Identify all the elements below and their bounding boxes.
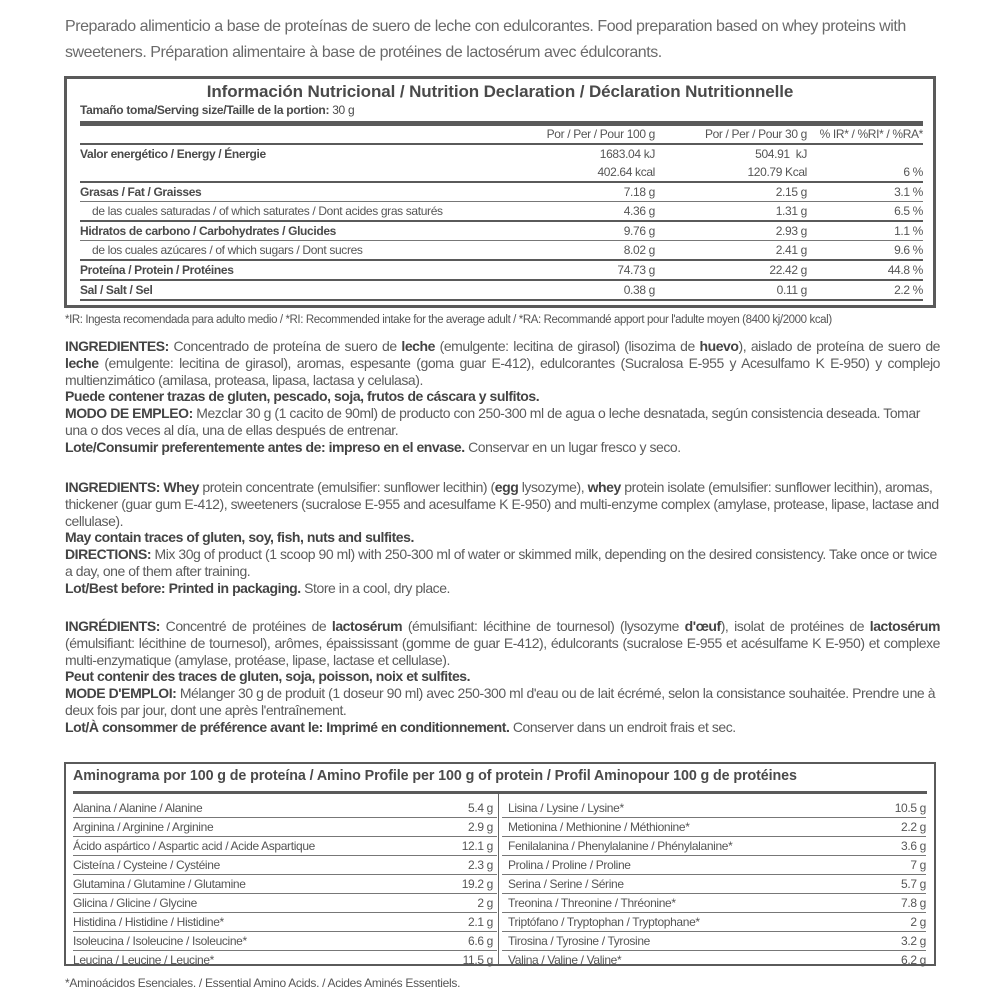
allergen-egg: d'œuf <box>684 618 721 634</box>
amino-name: Cisteína / Cysteine / Cystéine <box>73 858 220 872</box>
amino-value: 2.1 g <box>468 915 493 929</box>
nutrient-label: Hidratos de carbono / Carbohydrates / Glucides <box>80 221 515 241</box>
list-item <box>73 932 497 951</box>
nutrient-label: Grasas / Fat / Graisses <box>80 182 515 202</box>
directions-label: DIRECTIONS: <box>65 546 152 563</box>
lot-label: Lote/Consumir preferentemente antes de: impreso en el envase. <box>65 438 465 455</box>
value-per-100g: 8.02 g <box>515 241 655 261</box>
lot-label: Lot/À consommer de préférence avant le: Imprimé en conditionnement. <box>65 718 510 735</box>
value-per-30g: 0.11 g <box>655 280 807 300</box>
amino-name: Ácido aspártico / Aspartic acid / Acide Aspartique <box>73 839 315 853</box>
amino-list-left <box>73 799 497 969</box>
value-ri: 2.2 % <box>807 280 923 300</box>
value-per-100g: 0.38 g <box>515 280 655 300</box>
value-ri: 44.8 % <box>807 260 923 280</box>
table-row-energy-kcal <box>80 163 923 182</box>
french-directions <box>65 685 940 719</box>
spanish-ingredients <box>65 338 940 388</box>
list-item <box>502 818 926 837</box>
value-per-30g: 504.91 kJ <box>755 146 807 161</box>
spanish-directions <box>65 405 940 439</box>
ingredients-text: lysozyme), <box>518 479 588 495</box>
nutrient-label <box>80 163 515 182</box>
ingredients-label: INGRÉDIENTS: <box>65 618 160 634</box>
amino-value: 19.2 g <box>461 877 493 891</box>
english-section <box>65 479 940 597</box>
french-ingredients <box>65 618 940 668</box>
table-row-energy-kj <box>80 144 923 163</box>
allergen-egg: egg <box>494 479 519 495</box>
header-per-100g: Por / Per / Pour 100 g <box>515 124 655 145</box>
list-item <box>73 951 497 969</box>
serving-size-value: 30 g <box>332 103 355 117</box>
amino-value: 3.6 g <box>901 839 926 853</box>
list-item <box>73 799 497 818</box>
amino-value: 12.1 g <box>461 839 493 853</box>
storage-text: Store in a cool, dry place. <box>300 579 450 596</box>
essential-amino-footnote: *Aminoácidos Esenciales. / Essential Amino Acids. / Acides Aminés Essentiels. <box>65 976 461 990</box>
value-ri: 9.6 % <box>807 241 923 261</box>
value-ri: 6.5 % <box>807 202 923 222</box>
amino-value: 7.8 g <box>901 896 926 910</box>
list-item <box>502 932 926 951</box>
amino-name: Alanina / Alanine / Alanine <box>73 801 203 815</box>
allergen-milk: lactosérum <box>331 618 403 634</box>
list-item <box>502 894 926 913</box>
ingredients-text: protein concentrate (emulsifier: sunflower lecithin) ( <box>198 479 495 495</box>
amino-value: 2.9 g <box>468 820 493 834</box>
reference-intake-footnote: *IR: Ingesta recomendada para adulto medio / *RI: Recommended intake for the average adult / *RA: Recommandé apport pour l'adulte moyen (8400 kj/2000 kcal) <box>65 314 832 326</box>
list-item <box>502 837 926 856</box>
table-row-protein <box>80 260 923 280</box>
french-section <box>65 618 940 736</box>
table-row-salt <box>80 280 923 300</box>
amino-profile-panel <box>64 762 936 966</box>
amino-profile-title: Aminograma por 100 g de proteína / Amino Profile per 100 g of protein / Profil Aminopour 100 g de protéines <box>73 768 797 784</box>
allergen-milk: leche <box>401 338 435 354</box>
title-divider <box>73 791 927 794</box>
ingredients-text: Concentré de protéines de <box>159 618 332 634</box>
value-per-30g: 120.79 Kcal <box>747 164 807 179</box>
nutrient-label: de los cuales azúcares / of which sugars / Dont sucres <box>80 241 515 261</box>
amino-name: Tirosina / Tyrosine / Tyrosine <box>508 934 651 948</box>
ingredients-text: (émulsifiant: lécithine de tournesol) (lysozyme <box>402 618 685 634</box>
value-ri: 3.1 % <box>807 182 923 202</box>
ingredients-text: protein isolate (emulsifier: sunflower lecithin), aromas, thickener (guar gum E-412), sweeteners (sucralose E-955 and acesulfame K E-950) and multi-enzyme complex (amylase, protease, lipase, lactase and cellulase). <box>65 479 939 529</box>
ingredients-text: Concentrado de proteína de suero de <box>168 338 402 354</box>
value-per-100g: 7.18 g <box>515 182 655 202</box>
list-item <box>502 951 926 969</box>
amino-value: 5.4 g <box>468 801 493 815</box>
amino-value: 10.5 g <box>894 801 926 815</box>
value-per-30g: 2.41 g <box>655 241 807 261</box>
header-nutrient <box>80 124 515 145</box>
amino-name: Treonina / Threonine / Thréonine* <box>508 896 676 910</box>
list-item <box>502 913 926 932</box>
amino-name: Isoleucina / Isoleucine / Isoleucine* <box>73 934 247 948</box>
column-divider <box>498 794 499 964</box>
nutrient-label: de las cuales saturadas / of which saturates / Dont acides gras saturés <box>80 202 515 222</box>
serving-size-label: Tamaño toma/Serving size/Taille de la portion: <box>80 103 330 117</box>
list-item <box>502 856 926 875</box>
amino-value: 2.3 g <box>468 858 493 872</box>
nutrient-label: Valor energético / Energy / Énergie <box>80 146 266 161</box>
value-per-30g: 22.42 g <box>655 260 807 280</box>
amino-name: Histidina / Histidine / Histidine* <box>73 915 224 929</box>
ingredients-label: INGREDIENTES: <box>65 338 169 354</box>
amino-name: Lisina / Lysine / Lysine* <box>508 801 624 815</box>
amino-value: 7 g <box>910 858 926 872</box>
ingredients-text: ), isolat de protéines de <box>720 618 870 634</box>
amino-value: 3.2 g <box>901 934 926 948</box>
description-line-2: sweeteners. Préparation alimentaire à base de protéines de lactosérum avec édulcorants. <box>65 44 662 61</box>
spanish-section <box>65 338 940 456</box>
serving-size <box>80 103 354 117</box>
list-item <box>502 875 926 894</box>
table-row-carbohydrates <box>80 221 923 241</box>
amino-name: Metionina / Methionine / Méthionine* <box>508 820 690 834</box>
header-reference-intake: % IR* / %RI* / %RA* <box>807 124 923 145</box>
nutrition-title: Información Nutricional / Nutrition Declaration / Déclaration Nutritionnelle <box>206 82 794 101</box>
amino-value: 5.7 g <box>901 877 926 891</box>
allergen-milk: leche <box>65 354 99 371</box>
amino-name: Glicina / Glicine / Glycine <box>73 896 197 910</box>
ingredients-text: (émulsifiant: lécithine de tournesol), arômes, épaississant (gomme de guar E-412), édulcorants (sucralose E-955 et acésulfame K E-950) et complexe multi-enzymatique (amylase, protéase, lipase, lactase et cellulase). <box>65 634 940 668</box>
amino-name: Prolina / Proline / Proline <box>508 858 631 872</box>
allergen-egg: huevo <box>699 338 739 354</box>
list-item <box>73 875 497 894</box>
description-line-1: Preparado alimenticio a base de proteínas de suero de leche con edulcorantes. Food preparation based on whey proteins with <box>65 18 906 35</box>
ingredients-text: (emulgente: lecitina de girasol), aromas, espesante (goma guar E-412), edulcorantes (Sucralosa E-955 y Acesulfamo K E-950) y complejo multienzimático (amilasa, proteasa, lipasa, lactasa y celulasa). <box>65 354 940 388</box>
list-item <box>73 856 497 875</box>
directions-text: Mix 30g of product (1 scoop 90 ml) with 250-300 ml of water or skimmed milk, depending on the desired consistency. Take once or twice a day, one of them after training. <box>65 546 937 579</box>
amino-name: Serina / Serine / Sérine <box>508 877 624 891</box>
ingredients-text: ), aislado de proteína de suero de <box>738 338 940 354</box>
directions-label: MODO DE EMPLEO: <box>65 405 193 422</box>
table-row-sugars <box>80 241 923 261</box>
list-item <box>73 894 497 913</box>
nutrition-table <box>80 121 923 301</box>
value-per-100g: 4.36 g <box>515 202 655 222</box>
list-item <box>73 837 497 856</box>
english-directions <box>65 546 940 580</box>
value-ri: 1.1 % <box>807 221 923 241</box>
value-ri <box>807 144 923 163</box>
value-per-100g: 402.64 kcal <box>597 164 655 179</box>
english-lot <box>65 580 940 597</box>
storage-text: Conservar en un lugar fresco y seco. <box>464 438 681 455</box>
amino-list-right <box>502 799 926 969</box>
french-traces-warning: Peut contenir des traces de gluten, soja, poisson, noix et sulfites. <box>65 668 471 685</box>
list-item <box>73 913 497 932</box>
product-description <box>65 14 945 66</box>
amino-value: 6.6 g <box>468 934 493 948</box>
value-ri: 6 % <box>903 164 923 179</box>
amino-name: Glutamina / Glutamine / Glutamine <box>73 877 246 891</box>
amino-name: Valina / Valine / Valine* <box>508 953 622 967</box>
french-lot <box>65 719 940 736</box>
table-row-fat <box>80 182 923 202</box>
directions-text: Mezclar 30 g (1 cacito de 90ml) de producto con 250-300 ml de agua o leche desnatada, según consistencia deseada. Tomar una o dos veces al día, una de ellas después de entrenar. <box>65 405 920 438</box>
spanish-traces-warning: Puede contener trazas de gluten, pescado, soja, frutos de cáscara y sulfitos. <box>65 388 540 405</box>
value-per-100g: 1683.04 kJ <box>599 146 655 161</box>
amino-value: 2 g <box>477 896 493 910</box>
allergen-milk: lactosérum <box>869 618 940 634</box>
allergen-whey: Whey <box>159 479 199 495</box>
amino-name: Triptófano / Tryptophan / Tryptophane* <box>508 915 700 929</box>
list-item <box>73 818 497 837</box>
amino-value: 2 g <box>910 915 926 929</box>
value-per-30g: 2.15 g <box>655 182 807 202</box>
ingredients-label: INGREDIENTS: <box>65 479 160 495</box>
nutrient-label: Sal / Salt / Sel <box>80 280 515 300</box>
amino-value: 2.2 g <box>901 820 926 834</box>
storage-text: Conserver dans un endroit frais et sec. <box>509 718 736 735</box>
amino-value: 6.2 g <box>901 953 926 967</box>
value-per-30g: 2.93 g <box>655 221 807 241</box>
value-per-100g: 74.73 g <box>515 260 655 280</box>
list-item <box>502 799 926 818</box>
nutrition-declaration-panel <box>64 76 936 308</box>
amino-value: 11.5 g <box>462 953 493 967</box>
header-per-30g: Por / Per / Pour 30 g <box>655 124 807 145</box>
value-per-100g: 9.76 g <box>515 221 655 241</box>
directions-label: MODE D'EMPLOI: <box>65 685 177 702</box>
spanish-lot <box>65 439 940 456</box>
nutrition-table-header <box>80 124 923 145</box>
table-row-saturates <box>80 202 923 222</box>
value-per-30g: 1.31 g <box>655 202 807 222</box>
amino-name: Arginina / Arginine / Arginine <box>73 820 214 834</box>
allergen-whey: whey <box>587 479 621 495</box>
english-traces-warning: May contain traces of gluten, soy, fish, nuts and sulfites. <box>65 529 414 546</box>
directions-text: Mélanger 30 g de produit (1 doseur 90 ml) avec 250-300 ml d'eau ou de lait écrémé, selon la consistance souhaitée. Prendre une à deux fois par jour, dont une après l'entraînement. <box>65 685 936 718</box>
nutrient-label: Proteína / Protein / Protéines <box>80 260 515 280</box>
lot-label: Lot/Best before: Printed in packaging. <box>65 579 301 596</box>
english-ingredients <box>65 479 940 529</box>
amino-name: Fenilalanina / Phenylalanine / Phénylalanine* <box>508 839 733 853</box>
ingredients-text: (emulgente: lecitina de girasol) (lisozima de <box>434 338 700 354</box>
amino-name: Leucina / Leucine / Leucine* <box>73 953 214 967</box>
